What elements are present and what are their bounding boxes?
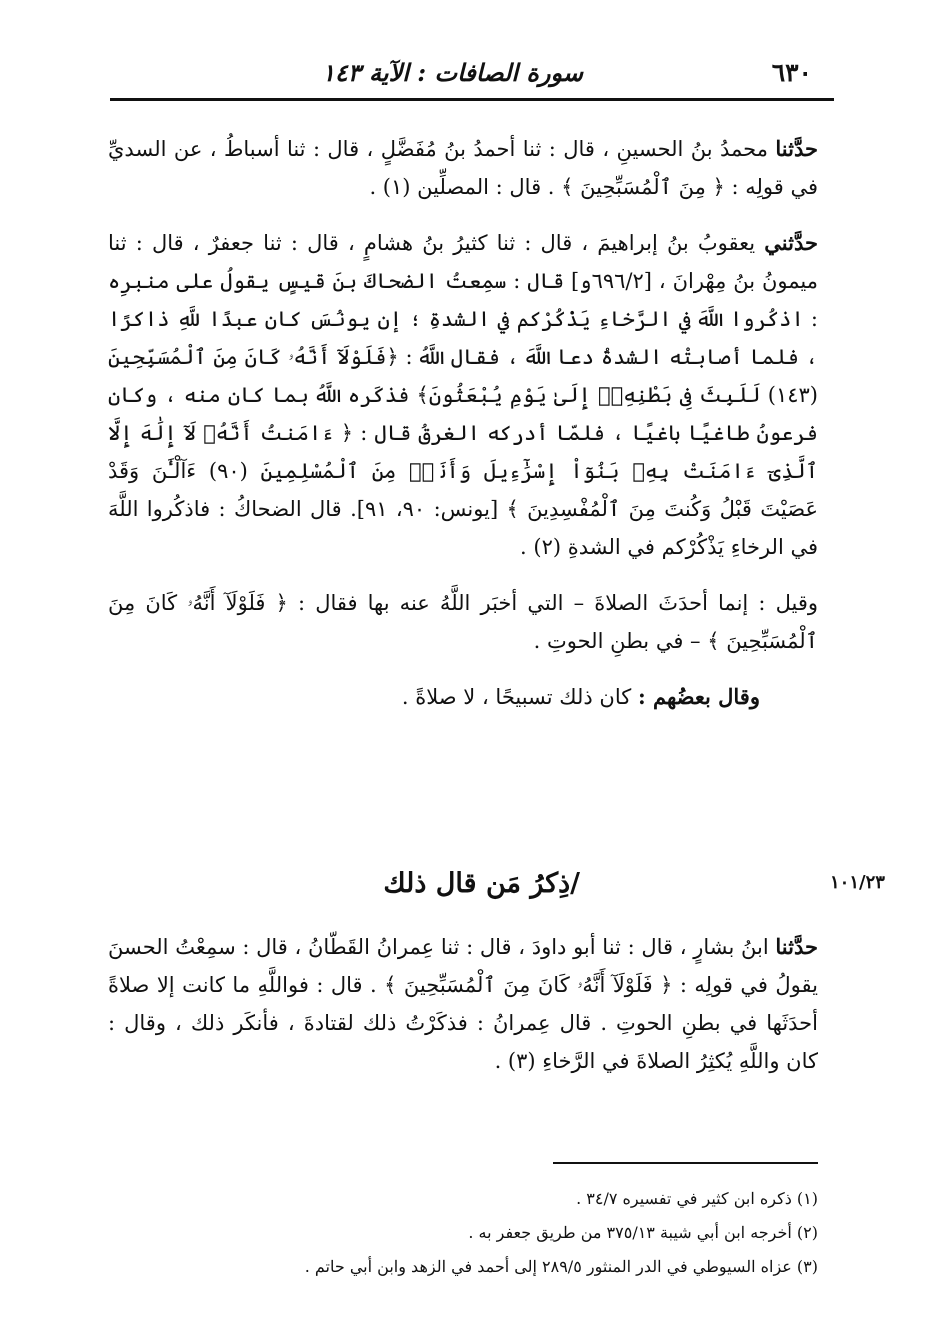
footnote: (٣) عزاه السيوطي في الدر المنثور ٢٨٩/٥ إلى أحمد في الزهد وابن أبي حاتم . [304, 1257, 818, 1276]
paragraph-text: محمدُ بنُ الحسينِ ، قال : ثنا أحمدُ بنُ مُفَضَّلٍ ، قال : ثنا أسباطُ ، عن السديِّ في قولِه : ﴿ مِنَ ٱلْمُسَبِّحِينَ ﴾ . قال : المصلِّين (١) . [108, 137, 818, 199]
paragraph-text: يعقوبُ بنُ إبراهيمَ ، قال : ثنا كثيرُ بنُ هشامٍ ، قال : ثنا جعفرٌ ، قال : ثنا ميمونُ بنُ مِهْرانَ ، [٦٩٦/٢و] قال : سمِعتُ الضحاكَ بنَ قيسٍ يقولُ على منبرِه : اذكُروا اللَّهَ في الرَّخاءِ يَذْكُرْكم في الشدةِ ؛ إن يونُسَ كان عبدًا للَّهِ ذاكرًا ، فلما أصابتْه الشدةُ دعا اللَّهَ ، فقال اللَّهُ : ﴿فَلَوْلَآ أَنَّهُۥ كَانَ مِنَ ٱلْمُسَبِّحِينَ (١٤٣) لَلَبِثَ فِى بَطْنِهِۦٓ إِلَىٰ يَوْمِ يُبْعَثُونَ﴾ فذكَره اللَّهُ بما كان منه ، وكان فرعونُ طاغيًا باغيًا ، فلمّا أدركه الغرقُ قال : ﴿ ءَامَنتُ أَنَّهُۥ لَآ إِلَٰهَ إِلَّا ٱلَّذِىٓ ءَامَنَتْ بِهِۦ بَنُوٓاْ إِسْرَٰٓءِيلَ وَأَنَا۠ مِنَ ٱلْمُسْلِمِينَ (٩٠) ءَآلْـَٰٔنَ وَقَدْ عَصَيْتَ قَبْلُ وَكُنتَ مِنَ ٱلْمُفْسِدِينَ ﴾ [يونس: ٩٠، ٩١]. قال الضحاكُ : فاذكُروا اللَّهَ في الرخاءِ يَذْكُرْكم في الشدةِ (٢) . [108, 231, 818, 559]
section-heading: /ذِكرُ مَن قال ذلك [383, 868, 580, 899]
paragraph-lead: وقال بعضُهم : [637, 684, 760, 709]
main-text [108, 130, 818, 734]
paragraph [108, 678, 760, 716]
header-rule [110, 98, 834, 101]
paragraph [108, 584, 818, 660]
footnote-rule [553, 1162, 818, 1164]
paragraph [108, 928, 818, 1080]
paragraph-lead: حدَّثنا [775, 934, 818, 959]
paragraph-lead: حدَّثنا [775, 136, 818, 161]
footnote: (٢) أخرجه ابن أبي شيبة ٣٧٥/١٣ من طريق جعفر به . [468, 1223, 818, 1242]
footnotes [108, 1182, 818, 1284]
paragraph [108, 130, 818, 206]
page-header [112, 52, 812, 92]
margin-reference: ١٠١/٢٣ [830, 872, 885, 893]
paragraph-text: كان ذلك تسبيحًا ، لا صلاةً . [401, 685, 632, 709]
main-text-continued [108, 928, 818, 1098]
running-title: سورة الصافات : الآية ١٤٣ [322, 57, 584, 87]
paragraph-lead: حدَّثني [764, 230, 818, 255]
page-number: ٦٣٠ [771, 57, 812, 87]
footnote: (١) ذكره ابن كثير في تفسيره ٣٤/٧ . [576, 1189, 818, 1208]
paragraph [108, 224, 818, 566]
paragraph-text: ابنُ بشارٍ ، قال : ثنا أبو داودَ ، قال : ثنا عِمرانُ القَطّانُ ، قال : سمِعْتُ الحسنَ يقولُ في قولِه : ﴿ فَلَوْلَآ أَنَّهُۥ كَانَ مِنَ ٱلْمُسَبِّحِينَ ﴾ . قال : فواللَّهِ ما كانت إلا صلاةً أحدَثَها في بطنِ الحوتِ . قال عِمرانُ : فذكَرْتُ ذلك لقتادةَ ، فأنكَر ذلك ، وقال : كان واللَّهِ يُكثِرُ الصلاةَ في الرَّخاءِ (٣) . [108, 935, 818, 1073]
paragraph-text: وقيل : إنما أحدَثَ الصلاةَ – التي أخبَر اللَّهُ عنه بها فقال : ﴿ فَلَوْلَآ أَنَّهُۥ كَانَ مِنَ ٱلْمُسَبِّحِينَ ﴾ – في بطنِ الحوتِ . [108, 591, 818, 653]
